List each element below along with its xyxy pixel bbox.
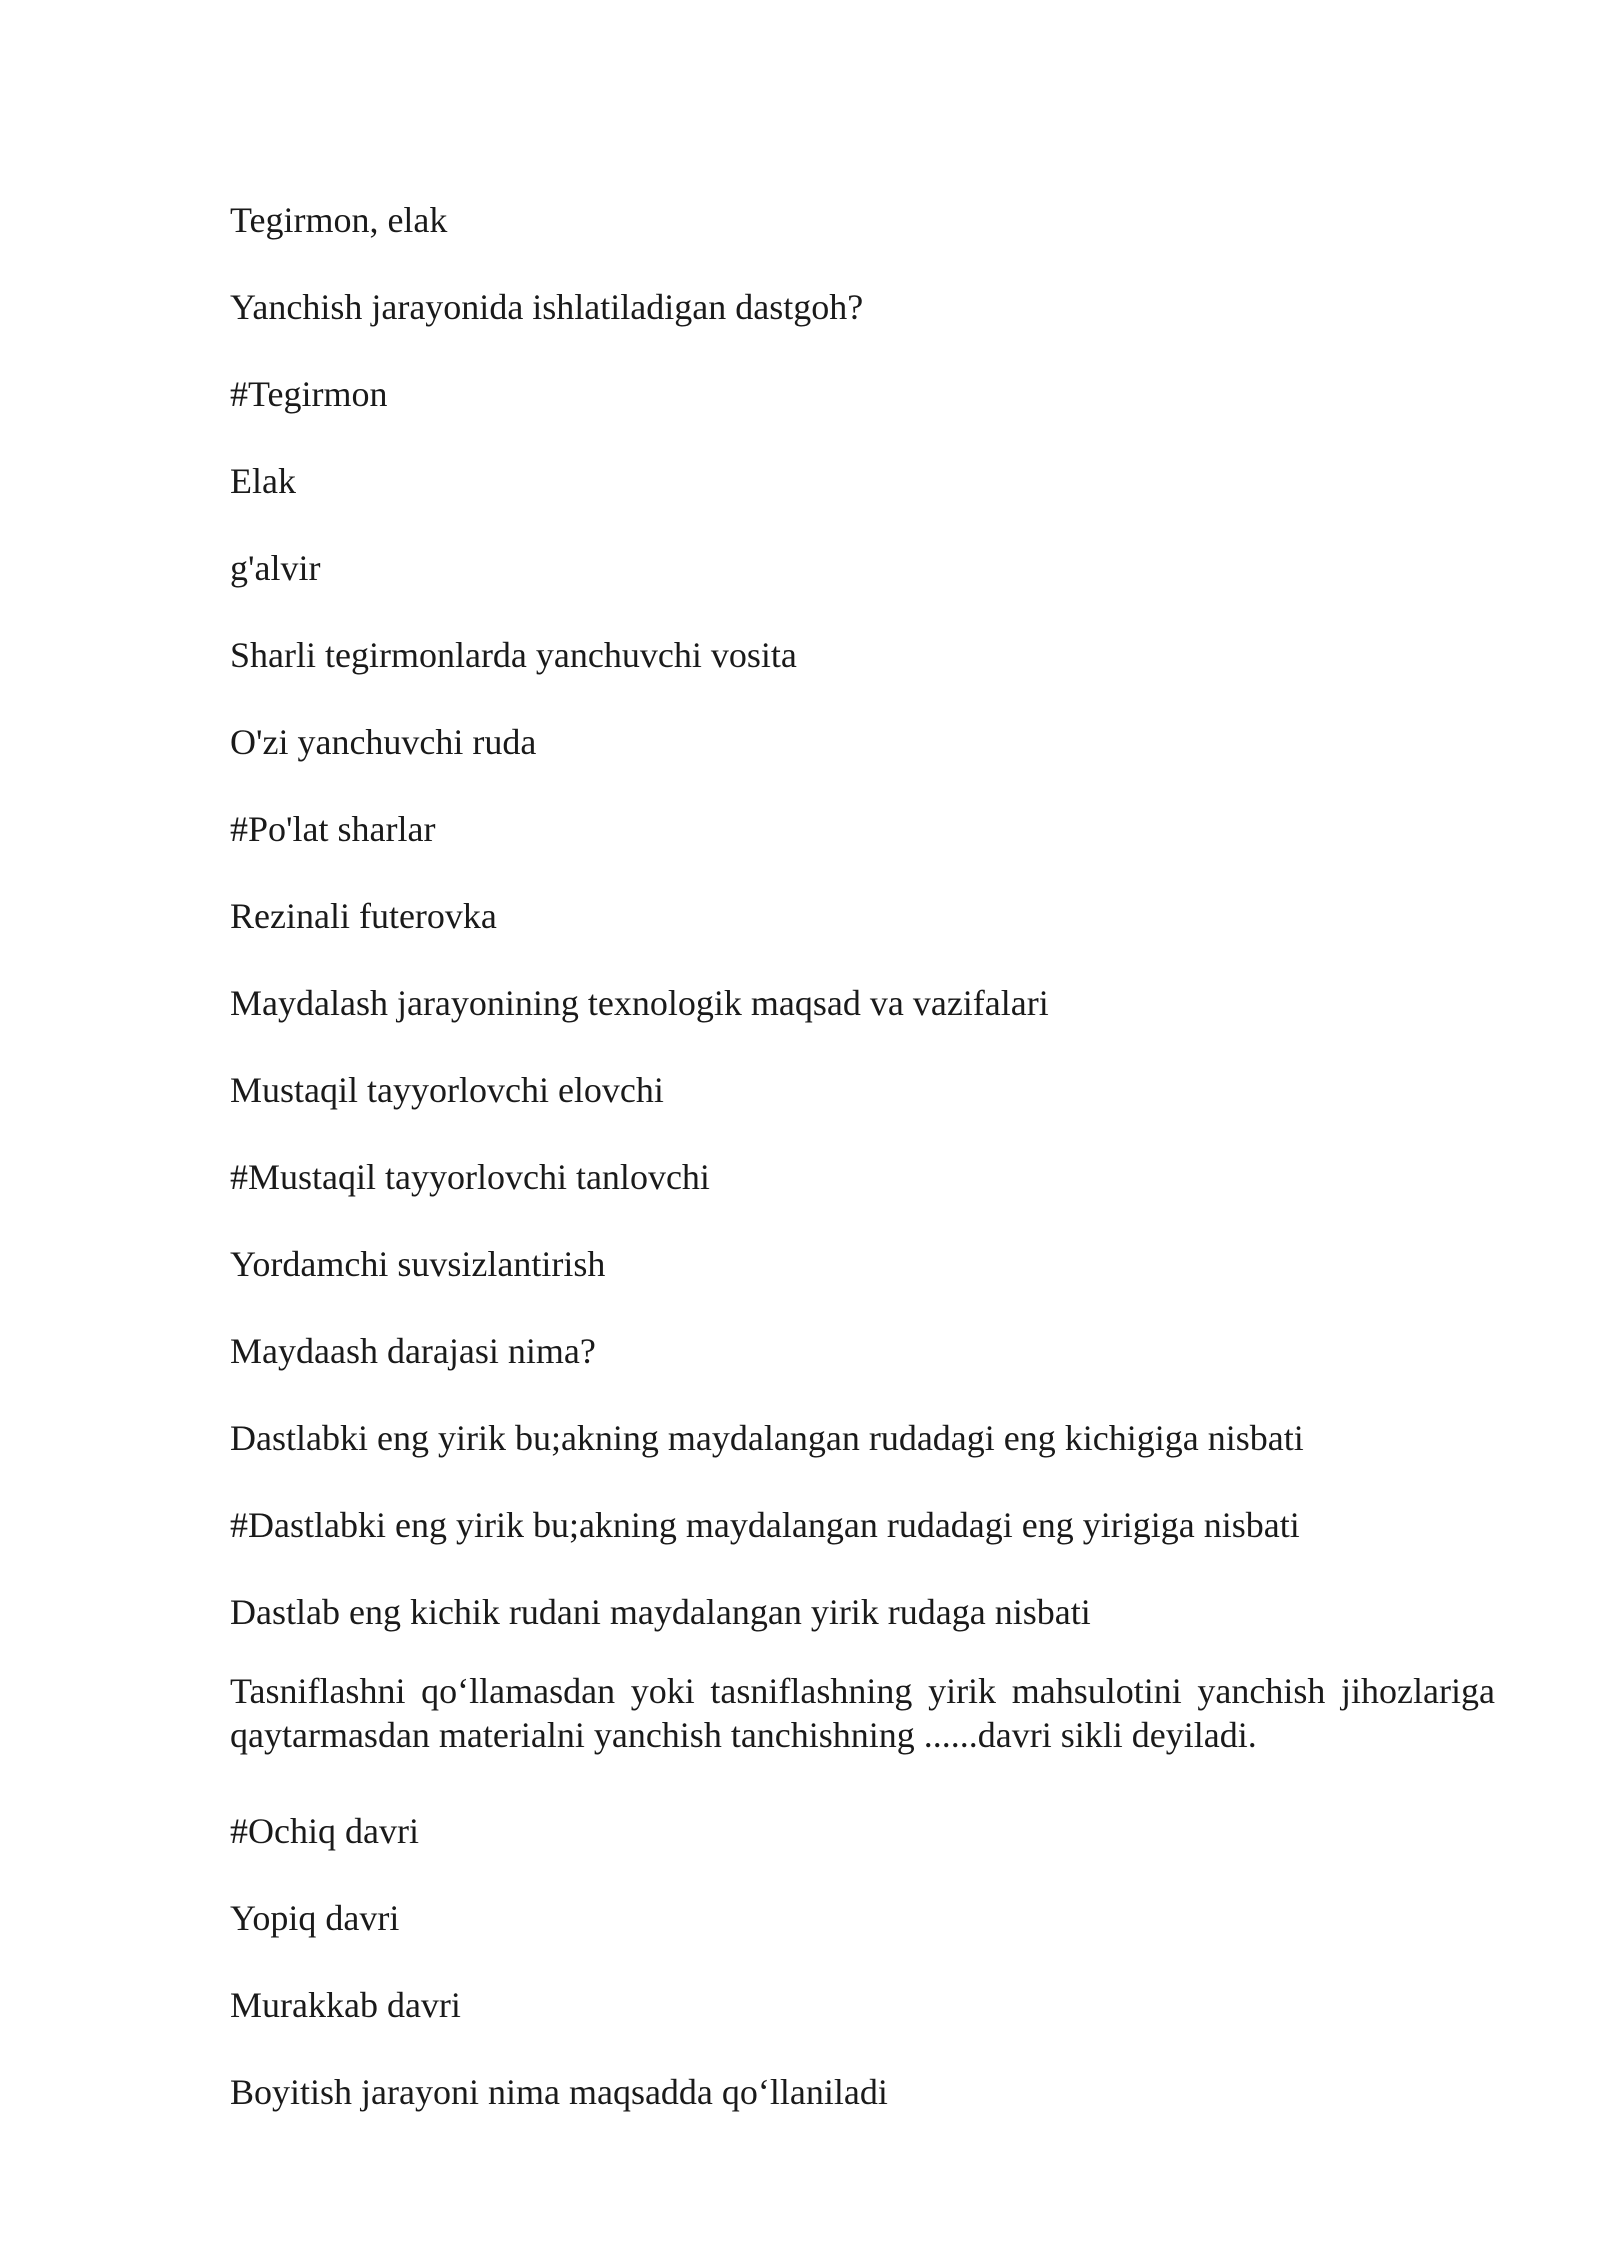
answer-option: Dastlab eng kichik rudani maydalangan yirik rudaga nisbati	[230, 1592, 1091, 1632]
answer-option: Murakkab davri	[230, 1985, 461, 2025]
answer-option: Elak	[230, 461, 296, 501]
question-paragraph: Tasniflashni qo‘llamasdan yoki tasniflashning yirik mahsulotini yanchish jihozlariga qaytarmasdan materialni yanchish tanchishning ......davri sikli deyiladi.	[230, 1671, 1495, 1755]
answer-option-correct: #Tegirmon	[230, 374, 388, 414]
answer-option-correct: #Mustaqil tayyorlovchi tanlovchi	[230, 1157, 710, 1197]
question-line: Maydalash jarayonining texnologik maqsad va vazifalari	[230, 983, 1049, 1023]
answer-option: Mustaqil tayyorlovchi elovchi	[230, 1070, 664, 1110]
answer-option-correct: #Po'lat sharlar	[230, 809, 436, 849]
answer-option: g'alvir	[230, 548, 321, 588]
answer-option: Dastlabki eng yirik bu;akning maydalangan rudadagi eng kichigiga nisbati	[230, 1418, 1304, 1458]
question-line: Boyitish jarayoni nima maqsadda qo‘llaniladi	[230, 2072, 888, 2112]
answer-option: Rezinali futerovka	[230, 896, 497, 936]
document-page	[230, 190, 1495, 2149]
answer-option-correct: #Ochiq davri	[230, 1811, 419, 1851]
answer-option: Yopiq davri	[230, 1898, 400, 1938]
question-line: Yanchish jarayonida ishlatiladigan dastgoh?	[230, 287, 864, 327]
question-line: Maydaash darajasi nima?	[230, 1331, 596, 1371]
answer-option: Yordamchi suvsizlantirish	[230, 1244, 606, 1284]
question-line: Sharli tegirmonlarda yanchuvchi vosita	[230, 635, 797, 675]
answer-option-correct: #Dastlabki eng yirik bu;akning maydalangan rudadagi eng yirigiga nisbati	[230, 1505, 1300, 1545]
text-line: Tegirmon, elak	[230, 200, 448, 240]
answer-option: O'zi yanchuvchi ruda	[230, 722, 537, 762]
